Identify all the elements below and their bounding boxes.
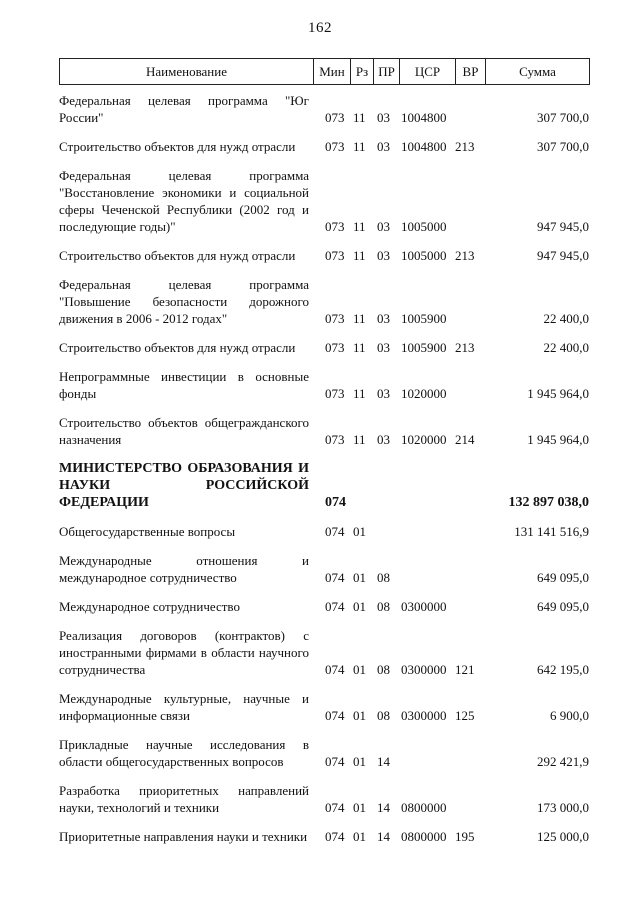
row-codes	[325, 707, 589, 724]
row-pr: 03	[377, 311, 390, 326]
row-vr: 195	[455, 829, 475, 844]
row-csr: 1020000	[401, 432, 447, 447]
row-sum: 1 945 964,0	[527, 386, 589, 401]
row-sum: 307 700,0	[537, 110, 589, 125]
row-vr: 121	[455, 662, 475, 677]
row-pr: 03	[377, 340, 390, 355]
row-name: Прикладные научные исследования в области общегосударственных вопросов	[59, 737, 309, 769]
table-row	[59, 782, 590, 816]
row-vr	[455, 569, 487, 586]
row-sum: 292 421,9	[537, 754, 589, 769]
row-rz: 01	[353, 599, 366, 614]
header-csr: ЦСР	[399, 59, 455, 84]
row-min: 073	[325, 386, 345, 401]
row-codes	[325, 828, 589, 845]
row-min: 073	[325, 248, 345, 263]
row-vr	[455, 218, 487, 235]
row-name: Непрограммные инвестиции в основные фонды	[59, 369, 309, 401]
row-codes	[325, 799, 589, 816]
row-min: 074	[325, 599, 345, 614]
table-row	[59, 627, 590, 678]
row-vr	[455, 799, 487, 816]
table-row	[59, 828, 590, 845]
row-rz: 01	[353, 662, 366, 677]
row-vr	[455, 753, 487, 770]
row-codes	[325, 218, 589, 235]
row-pr: 08	[377, 708, 390, 723]
row-codes	[325, 494, 589, 511]
row-rz: 11	[353, 248, 366, 263]
table-row	[59, 167, 590, 235]
row-min: 073	[325, 139, 345, 154]
row-rz: 01	[353, 829, 366, 844]
row-vr: 214	[455, 432, 475, 447]
row-codes	[325, 385, 589, 402]
row-csr	[401, 523, 455, 540]
row-pr: 03	[377, 139, 390, 154]
row-pr: 03	[377, 219, 390, 234]
row-min: 074	[325, 800, 345, 815]
row-sum: 1 945 964,0	[527, 432, 589, 447]
row-sum: 132 897 038,0	[508, 495, 589, 510]
row-sum: 649 095,0	[537, 570, 589, 585]
row-name: Реализация договоров (контрактов) с иностранными фирмами в области научного сотрудничества	[59, 628, 309, 677]
row-name: Федеральная целевая программа "Юг России"	[59, 93, 309, 125]
row-pr: 03	[377, 386, 390, 401]
row-name: Разработка приоритетных направлений науки, технологий и техники	[59, 783, 309, 815]
row-rz: 11	[353, 311, 366, 326]
row-codes	[325, 138, 589, 155]
row-pr: 03	[377, 110, 390, 125]
table-row	[59, 523, 590, 540]
row-csr: 1004800	[401, 139, 447, 154]
row-min: 074	[325, 570, 345, 585]
row-csr: 0300000	[401, 662, 447, 677]
row-name: Приоритетные направления науки и техники	[59, 829, 308, 844]
row-vr: 213	[455, 340, 475, 355]
row-rz: 11	[353, 386, 366, 401]
row-name: Строительство объектов для нужд отрасли	[59, 139, 296, 154]
row-csr: 1004800	[401, 110, 447, 125]
row-min: 074	[325, 754, 345, 769]
row-name: Общегосударственные вопросы	[59, 524, 236, 539]
row-rz: 11	[353, 340, 366, 355]
row-codes	[325, 431, 589, 448]
row-csr	[401, 753, 455, 770]
row-pr: 08	[377, 599, 390, 614]
row-min: 074	[325, 524, 345, 539]
row-name: Федеральная целевая программа "Восстановление экономики и социальной сферы Чеченской Республики (2002 год и последующие годы)"	[59, 168, 309, 234]
row-codes	[325, 598, 589, 615]
row-sum: 125 000,0	[537, 829, 589, 844]
row-min: 073	[325, 110, 345, 125]
row-codes	[325, 753, 589, 770]
header-sum: Сумма	[485, 59, 589, 84]
table-row	[59, 690, 590, 724]
header-name: Наименование	[146, 63, 227, 79]
row-name: Международные культурные, научные и информационные связи	[59, 691, 309, 723]
row-codes	[325, 310, 589, 327]
header-min: Мин	[313, 59, 350, 84]
table-row	[59, 276, 590, 327]
row-name: Федеральная целевая программа "Повышение безопасности дорожного движения в 2006 - 2012 годах"	[59, 277, 309, 326]
row-csr: 0300000	[401, 599, 447, 614]
row-rz: 01	[353, 524, 366, 539]
page-number: 162	[308, 20, 332, 36]
row-min: 074	[325, 495, 346, 510]
row-min: 073	[325, 340, 345, 355]
row-name: Строительство объектов для нужд отрасли	[59, 340, 296, 355]
table-row	[59, 414, 590, 448]
row-pr: 03	[377, 248, 390, 263]
table-row	[59, 92, 590, 126]
row-csr: 1005000	[401, 219, 447, 234]
row-rz: 11	[353, 219, 366, 234]
row-rz: 11	[353, 139, 366, 154]
row-min: 074	[325, 662, 345, 677]
row-vr: 213	[455, 248, 475, 263]
table-body	[59, 92, 590, 857]
table-row	[59, 598, 590, 615]
row-pr: 03	[377, 432, 390, 447]
row-vr	[455, 310, 487, 327]
row-vr	[455, 109, 487, 126]
row-pr: 08	[377, 570, 390, 585]
row-csr: 1005900	[401, 340, 447, 355]
row-csr: 1005900	[401, 311, 447, 326]
row-csr: 1020000	[401, 386, 447, 401]
row-codes	[325, 339, 589, 356]
row-codes	[325, 523, 589, 540]
row-csr: 0300000	[401, 708, 447, 723]
row-rz	[353, 494, 377, 511]
row-rz: 01	[353, 708, 366, 723]
row-pr: 08	[377, 662, 390, 677]
row-codes	[325, 661, 589, 678]
row-codes	[325, 247, 589, 264]
row-min: 074	[325, 708, 345, 723]
row-vr: 213	[455, 139, 475, 154]
row-min: 074	[325, 829, 345, 844]
row-min: 073	[325, 219, 345, 234]
table-row	[59, 138, 590, 155]
row-pr: 14	[377, 829, 390, 844]
row-sum: 173 000,0	[537, 800, 589, 815]
row-sum: 131 141 516,9	[514, 524, 589, 539]
row-pr: 14	[377, 800, 390, 815]
row-sum: 6 900,0	[550, 708, 589, 723]
table-row	[59, 460, 590, 511]
row-name: Международные отношения и международное сотрудничество	[59, 553, 309, 585]
row-sum: 947 945,0	[537, 248, 589, 263]
row-csr: 1005000	[401, 248, 447, 263]
row-vr: 125	[455, 708, 475, 723]
row-csr	[401, 494, 455, 511]
row-rz: 01	[353, 800, 366, 815]
table-row	[59, 247, 590, 264]
row-codes	[325, 569, 589, 586]
row-vr	[455, 598, 487, 615]
row-rz: 01	[353, 570, 366, 585]
row-codes	[325, 109, 589, 126]
row-sum: 947 945,0	[537, 219, 589, 234]
row-vr	[455, 523, 487, 540]
row-sum: 642 195,0	[537, 662, 589, 677]
row-min: 073	[325, 311, 345, 326]
row-pr	[377, 523, 401, 540]
row-sum: 22 400,0	[543, 340, 589, 355]
row-name: МИНИСТЕРСТВО ОБРАЗОВАНИЯ И НАУКИ РОССИЙСКОЙ ФЕДЕРАЦИИ	[59, 461, 309, 510]
table-header	[59, 58, 590, 85]
row-pr: 14	[377, 754, 390, 769]
row-sum: 22 400,0	[543, 311, 589, 326]
row-sum: 307 700,0	[537, 139, 589, 154]
header-rz: Рз	[350, 59, 373, 84]
row-rz: 01	[353, 754, 366, 769]
row-vr	[455, 494, 487, 511]
header-pr: ПР	[373, 59, 399, 84]
table-row	[59, 736, 590, 770]
row-min: 073	[325, 432, 345, 447]
row-csr: 0800000	[401, 800, 447, 815]
row-csr: 0800000	[401, 829, 447, 844]
row-name: Строительство объектов для нужд отрасли	[59, 248, 296, 263]
table-row	[59, 368, 590, 402]
row-sum: 649 095,0	[537, 599, 589, 614]
row-name: Строительство объектов общегражданского назначения	[59, 415, 309, 447]
row-rz: 11	[353, 432, 366, 447]
table-row	[59, 552, 590, 586]
row-pr	[377, 494, 401, 511]
row-csr	[401, 569, 455, 586]
row-rz: 11	[353, 110, 366, 125]
header-vr: ВР	[455, 59, 485, 84]
table-row	[59, 339, 590, 356]
row-name: Международное сотрудничество	[59, 599, 240, 614]
row-vr	[455, 385, 487, 402]
